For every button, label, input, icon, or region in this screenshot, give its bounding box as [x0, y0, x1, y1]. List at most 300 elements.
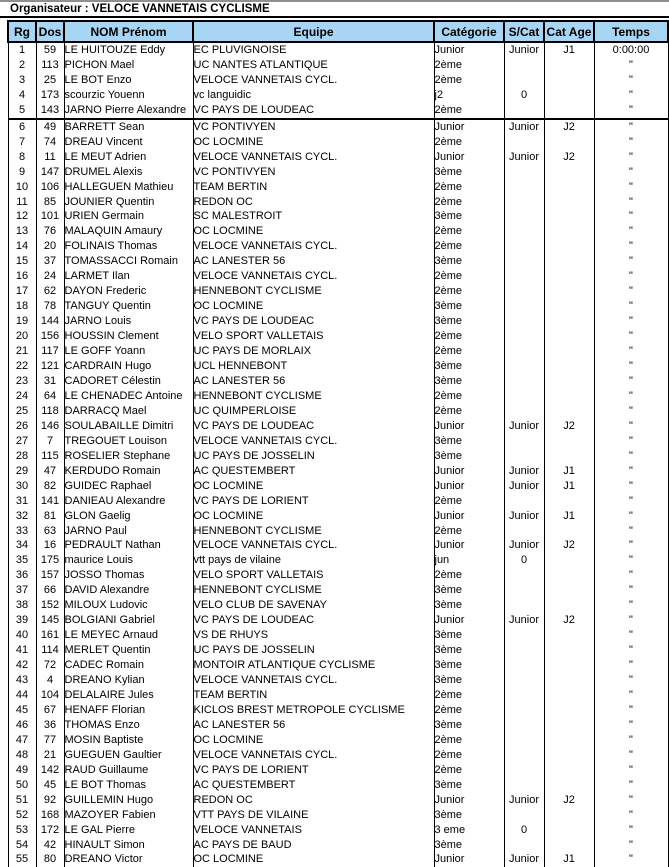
table-row — [8, 643, 668, 658]
cell-nom: GLON Gaelig — [64, 509, 193, 524]
table-row — [8, 479, 668, 494]
cell-rg: 42 — [8, 658, 36, 673]
cell-temps: " — [594, 150, 668, 165]
cell-categorie: 2ème — [434, 568, 504, 583]
cell-catage — [544, 344, 594, 359]
cell-dos: 168 — [36, 808, 64, 823]
cell-equipe: VELOCE VANNETAIS CYCL. — [193, 239, 434, 254]
table-row — [8, 254, 668, 269]
cell-equipe: HENNEBONT CYCLISME — [193, 284, 434, 299]
cell-nom: CADORET Célestin — [64, 374, 193, 389]
table-row — [8, 404, 668, 419]
cell-catage — [544, 135, 594, 150]
cell-dos: 11 — [36, 150, 64, 165]
cell-temps: " — [594, 135, 668, 150]
cell-categorie: 3ème — [434, 643, 504, 658]
cell-nom: MALAQUIN Amaury — [64, 224, 193, 239]
cell-categorie: 2ème — [434, 135, 504, 150]
cell-rg: 51 — [8, 793, 36, 808]
cell-nom: PICHON Mael — [64, 58, 193, 73]
cell-scat — [504, 688, 544, 703]
cell-catage: J2 — [544, 793, 594, 808]
cell-rg: 44 — [8, 688, 36, 703]
cell-rg: 50 — [8, 778, 36, 793]
cell-rg: 33 — [8, 524, 36, 539]
cell-catage — [544, 718, 594, 733]
cell-temps: " — [594, 823, 668, 838]
cell-rg: 14 — [8, 239, 36, 254]
cell-dos: 115 — [36, 449, 64, 464]
cell-equipe: TEAM BERTIN — [193, 180, 434, 195]
cell-temps: " — [594, 434, 668, 449]
cell-equipe: OC LOCMINE — [193, 509, 434, 524]
cell-dos: 81 — [36, 509, 64, 524]
cell-categorie: Junior — [434, 852, 504, 867]
cell-catage — [544, 494, 594, 509]
cell-categorie: 2ème — [434, 703, 504, 718]
cell-catage — [544, 643, 594, 658]
column-header-temps: Temps — [594, 21, 668, 42]
cell-categorie: Junior — [434, 464, 504, 479]
cell-temps: " — [594, 165, 668, 180]
cell-dos: 7 — [36, 434, 64, 449]
cell-catage: J2 — [544, 419, 594, 434]
cell-rg: 13 — [8, 224, 36, 239]
cell-temps: " — [594, 763, 668, 778]
cell-categorie: 3ème — [434, 165, 504, 180]
cell-categorie: 2ème — [434, 688, 504, 703]
column-header-categorie: Catégorie — [434, 21, 504, 42]
cell-dos: 76 — [36, 224, 64, 239]
cell-temps: " — [594, 733, 668, 748]
cell-catage — [544, 314, 594, 329]
table-row — [8, 73, 668, 88]
cell-nom: DREANO Kylian — [64, 673, 193, 688]
cell-categorie: 2ème — [434, 284, 504, 299]
table-row — [8, 449, 668, 464]
table-row — [8, 688, 668, 703]
cell-categorie: Junior — [434, 793, 504, 808]
cell-temps: " — [594, 209, 668, 224]
cell-nom: GUEGUEN Gaultier — [64, 748, 193, 763]
cell-categorie: 3ème — [434, 778, 504, 793]
cell-scat — [504, 58, 544, 73]
cell-temps: " — [594, 374, 668, 389]
cell-nom: JARNO Paul — [64, 524, 193, 539]
cell-rg: 53 — [8, 823, 36, 838]
cell-equipe: AC LANESTER 56 — [193, 718, 434, 733]
cell-categorie: 2ème — [434, 224, 504, 239]
table-row — [8, 195, 668, 210]
cell-rg: 32 — [8, 509, 36, 524]
cell-temps: 0:00:00 — [594, 42, 668, 58]
table-row — [8, 88, 668, 103]
cell-categorie: 2ème — [434, 404, 504, 419]
table-row — [8, 165, 668, 180]
cell-dos: 117 — [36, 344, 64, 359]
cell-scat — [504, 195, 544, 210]
cell-scat: Junior — [504, 793, 544, 808]
cell-scat — [504, 628, 544, 643]
cell-scat — [504, 748, 544, 763]
cell-scat: 0 — [504, 88, 544, 103]
cell-scat — [504, 165, 544, 180]
cell-equipe: OC LOCMINE — [193, 852, 434, 867]
cell-nom: URIEN Germain — [64, 209, 193, 224]
table-row — [8, 733, 668, 748]
cell-equipe: VELOCE VANNETAIS CYCL. — [193, 673, 434, 688]
cell-categorie: Junior — [434, 42, 504, 58]
cell-nom: MERLET Quentin — [64, 643, 193, 658]
cell-categorie: 2ème — [434, 58, 504, 73]
cell-equipe: AC QUESTEMBERT — [193, 464, 434, 479]
cell-scat — [504, 703, 544, 718]
cell-rg: 18 — [8, 299, 36, 314]
cell-categorie: Junior — [434, 479, 504, 494]
table-row — [8, 464, 668, 479]
cell-catage — [544, 404, 594, 419]
cell-nom: PEDRAULT Nathan — [64, 538, 193, 553]
cell-dos: 172 — [36, 823, 64, 838]
cell-dos: 101 — [36, 209, 64, 224]
cell-rg: 8 — [8, 150, 36, 165]
cell-rg: 27 — [8, 434, 36, 449]
cell-scat — [504, 359, 544, 374]
cell-catage — [544, 88, 594, 103]
cell-scat — [504, 733, 544, 748]
cell-scat — [504, 103, 544, 119]
cell-temps: " — [594, 344, 668, 359]
cell-categorie: 3ème — [434, 374, 504, 389]
cell-categorie: 3ème — [434, 434, 504, 449]
cell-temps: " — [594, 703, 668, 718]
cell-temps: " — [594, 509, 668, 524]
cell-temps: " — [594, 284, 668, 299]
cell-equipe: vc languidic — [193, 88, 434, 103]
cell-nom: DAVID Alexandre — [64, 583, 193, 598]
cell-scat: Junior — [504, 509, 544, 524]
cell-catage — [544, 449, 594, 464]
cell-catage — [544, 673, 594, 688]
cell-equipe: VELO SPORT VALLETAIS — [193, 329, 434, 344]
cell-equipe: TEAM BERTIN — [193, 688, 434, 703]
cell-nom: DELALAIRE Jules — [64, 688, 193, 703]
cell-nom: LE GAL Pierre — [64, 823, 193, 838]
cell-rg: 54 — [8, 838, 36, 853]
cell-scat: Junior — [504, 150, 544, 165]
cell-equipe: VC PAYS DE LORIENT — [193, 494, 434, 509]
cell-temps: " — [594, 658, 668, 673]
cell-nom: LE CHENADEC Antoine — [64, 389, 193, 404]
table-row — [8, 583, 668, 598]
cell-catage — [544, 553, 594, 568]
table-row — [8, 778, 668, 793]
cell-temps: " — [594, 314, 668, 329]
cell-scat — [504, 568, 544, 583]
cell-temps: " — [594, 673, 668, 688]
cell-dos: 141 — [36, 494, 64, 509]
cell-equipe: VC PAYS DE LOUDEAC — [193, 314, 434, 329]
cell-equipe: UC NANTES ATLANTIQUE — [193, 58, 434, 73]
cell-catage: J1 — [544, 42, 594, 58]
table-row — [8, 838, 668, 853]
cell-nom: DAYON Frederic — [64, 284, 193, 299]
cell-nom: DANIEAU Alexandre — [64, 494, 193, 509]
cell-scat — [504, 494, 544, 509]
cell-scat — [504, 180, 544, 195]
cell-temps: " — [594, 449, 668, 464]
cell-nom: HINAULT Simon — [64, 838, 193, 853]
cell-categorie: 3ème — [434, 673, 504, 688]
table-row — [8, 568, 668, 583]
cell-rg: 2 — [8, 58, 36, 73]
cell-equipe: vtt pays de vilaine — [193, 553, 434, 568]
cell-categorie: 3ème — [434, 808, 504, 823]
cell-scat — [504, 344, 544, 359]
cell-equipe: OC LOCMINE — [193, 135, 434, 150]
cell-categorie: 3ème — [434, 449, 504, 464]
cell-categorie: Junior — [434, 419, 504, 434]
cell-nom: TREGOUET Louison — [64, 434, 193, 449]
table-row — [8, 209, 668, 224]
cell-temps: " — [594, 778, 668, 793]
cell-rg: 12 — [8, 209, 36, 224]
cell-catage — [544, 165, 594, 180]
cell-equipe: UC QUIMPERLOISE — [193, 404, 434, 419]
cell-nom: LARMET Ilan — [64, 269, 193, 284]
cell-rg: 28 — [8, 449, 36, 464]
cell-temps: " — [594, 419, 668, 434]
cell-scat: Junior — [504, 538, 544, 553]
cell-catage — [544, 748, 594, 763]
cell-equipe: VC PONTIVYEN — [193, 165, 434, 180]
organizer-title: Organisateur : VELOCE VANNETAIS CYCLISME — [0, 2, 669, 18]
cell-equipe: UC PAYS DE JOSSELIN — [193, 449, 434, 464]
table-row — [8, 538, 668, 553]
cell-equipe: HENNEBONT CYCLISME — [193, 583, 434, 598]
cell-categorie: 2ème — [434, 180, 504, 195]
cell-nom: GUILLEMIN Hugo — [64, 793, 193, 808]
cell-rg: 36 — [8, 568, 36, 583]
cell-rg: 6 — [8, 119, 36, 135]
cell-catage: J1 — [544, 464, 594, 479]
cell-equipe: VC PAYS DE LOUDEAC — [193, 613, 434, 628]
cell-rg: 3 — [8, 73, 36, 88]
table-row — [8, 658, 668, 673]
header-row — [8, 21, 668, 42]
cell-catage — [544, 269, 594, 284]
cell-temps: " — [594, 793, 668, 808]
cell-nom: TOMASSACCI Romain — [64, 254, 193, 269]
table-row — [8, 224, 668, 239]
cell-temps: " — [594, 598, 668, 613]
cell-catage — [544, 299, 594, 314]
cell-rg: 25 — [8, 404, 36, 419]
table-row — [8, 718, 668, 733]
table-row — [8, 389, 668, 404]
cell-catage — [544, 73, 594, 88]
cell-equipe: OC LOCMINE — [193, 299, 434, 314]
cell-dos: 118 — [36, 404, 64, 419]
cell-temps: " — [594, 254, 668, 269]
cell-dos: 36 — [36, 718, 64, 733]
cell-dos: 66 — [36, 583, 64, 598]
table-row — [8, 494, 668, 509]
column-header-scat: S/Cat — [504, 21, 544, 42]
cell-temps: " — [594, 808, 668, 823]
table-row — [8, 299, 668, 314]
cell-categorie: 2ème — [434, 748, 504, 763]
cell-categorie: 3ème — [434, 254, 504, 269]
cell-scat: Junior — [504, 852, 544, 867]
cell-temps: " — [594, 269, 668, 284]
cell-rg: 55 — [8, 852, 36, 867]
cell-scat — [504, 389, 544, 404]
cell-dos: 144 — [36, 314, 64, 329]
cell-equipe: SC MALESTROIT — [193, 209, 434, 224]
cell-categorie: 2ème — [434, 763, 504, 778]
cell-rg: 29 — [8, 464, 36, 479]
cell-categorie: 2ème — [434, 73, 504, 88]
cell-categorie: 2ème — [434, 733, 504, 748]
cell-catage — [544, 568, 594, 583]
cell-categorie: Junior — [434, 119, 504, 135]
table-row — [8, 763, 668, 778]
table-row — [8, 359, 668, 374]
table-row — [8, 150, 668, 165]
cell-catage — [544, 838, 594, 853]
cell-catage — [544, 284, 594, 299]
cell-scat: Junior — [504, 613, 544, 628]
cell-categorie: Junior — [434, 150, 504, 165]
cell-nom: SOULABAILLE Dimitri — [64, 419, 193, 434]
cell-dos: 161 — [36, 628, 64, 643]
cell-scat: Junior — [504, 42, 544, 58]
cell-equipe: VELOCE VANNETAIS CYCL. — [193, 748, 434, 763]
cell-equipe: UCL HENNEBONT — [193, 359, 434, 374]
cell-scat — [504, 524, 544, 539]
cell-rg: 5 — [8, 103, 36, 119]
cell-dos: 24 — [36, 269, 64, 284]
column-header-catage: Cat Age — [544, 21, 594, 42]
cell-equipe: VELOCE VANNETAIS CYCL. — [193, 269, 434, 284]
cell-equipe: HENNEBONT CYCLISME — [193, 389, 434, 404]
cell-categorie: 3 eme — [434, 823, 504, 838]
cell-rg: 49 — [8, 763, 36, 778]
cell-dos: 175 — [36, 553, 64, 568]
cell-dos: 21 — [36, 748, 64, 763]
cell-nom: GUIDEC Raphael — [64, 479, 193, 494]
cell-temps: " — [594, 538, 668, 553]
cell-equipe: VTT PAYS DE VILAINE — [193, 808, 434, 823]
cell-temps: " — [594, 688, 668, 703]
cell-rg: 38 — [8, 598, 36, 613]
cell-scat — [504, 643, 544, 658]
cell-temps: " — [594, 239, 668, 254]
cell-scat — [504, 658, 544, 673]
cell-temps: " — [594, 389, 668, 404]
cell-equipe: VC PAYS DE LORIENT — [193, 763, 434, 778]
table-row — [8, 344, 668, 359]
cell-nom: BARRETT Sean — [64, 119, 193, 135]
cell-nom: KERDUDO Romain — [64, 464, 193, 479]
cell-catage — [544, 733, 594, 748]
table-row — [8, 598, 668, 613]
cell-temps: " — [594, 224, 668, 239]
cell-catage — [544, 58, 594, 73]
cell-dos: 106 — [36, 180, 64, 195]
cell-dos: 142 — [36, 763, 64, 778]
cell-scat — [504, 269, 544, 284]
cell-dos: 74 — [36, 135, 64, 150]
cell-nom: CADEC Romain — [64, 658, 193, 673]
cell-rg: 7 — [8, 135, 36, 150]
cell-rg: 46 — [8, 718, 36, 733]
cell-dos: 62 — [36, 284, 64, 299]
cell-temps: " — [594, 479, 668, 494]
cell-catage — [544, 703, 594, 718]
cell-temps: " — [594, 359, 668, 374]
cell-nom: scourzic Youenn — [64, 88, 193, 103]
cell-rg: 40 — [8, 628, 36, 643]
cell-equipe: UC PAYS DE MORLAIX — [193, 344, 434, 359]
cell-catage: J1 — [544, 509, 594, 524]
cell-equipe: OC LOCMINE — [193, 733, 434, 748]
cell-scat: Junior — [504, 479, 544, 494]
cell-scat: Junior — [504, 119, 544, 135]
cell-catage — [544, 389, 594, 404]
cell-scat — [504, 808, 544, 823]
cell-catage — [544, 688, 594, 703]
cell-temps: " — [594, 58, 668, 73]
cell-temps: " — [594, 643, 668, 658]
cell-dos: 157 — [36, 568, 64, 583]
cell-rg: 47 — [8, 733, 36, 748]
cell-dos: 49 — [36, 119, 64, 135]
cell-scat — [504, 838, 544, 853]
cell-scat — [504, 374, 544, 389]
cell-catage — [544, 778, 594, 793]
cell-categorie: Junior — [434, 613, 504, 628]
cell-dos: 146 — [36, 419, 64, 434]
cell-rg: 20 — [8, 329, 36, 344]
cell-dos: 63 — [36, 524, 64, 539]
cell-rg: 11 — [8, 195, 36, 210]
cell-equipe: VC PAYS DE LOUDEAC — [193, 419, 434, 434]
cell-nom: LE BOT Thomas — [64, 778, 193, 793]
table-row — [8, 748, 668, 763]
table-row — [8, 374, 668, 389]
cell-catage — [544, 598, 594, 613]
cell-catage: J2 — [544, 613, 594, 628]
cell-catage — [544, 209, 594, 224]
table-row — [8, 135, 668, 150]
cell-equipe: REDON OC — [193, 195, 434, 210]
cell-categorie: Junior — [434, 509, 504, 524]
cell-categorie: 2ème — [434, 269, 504, 284]
cell-nom: DREAU Vincent — [64, 135, 193, 150]
cell-rg: 23 — [8, 374, 36, 389]
cell-equipe: VELOCE VANNETAIS CYCL. — [193, 150, 434, 165]
table-row — [8, 269, 668, 284]
cell-dos: 72 — [36, 658, 64, 673]
table-row — [8, 103, 668, 119]
cell-nom: HENAFF Florian — [64, 703, 193, 718]
cell-nom: maurice Louis — [64, 553, 193, 568]
cell-nom: HALLEGUEN Mathieu — [64, 180, 193, 195]
cell-dos: 59 — [36, 42, 64, 58]
cell-catage — [544, 374, 594, 389]
